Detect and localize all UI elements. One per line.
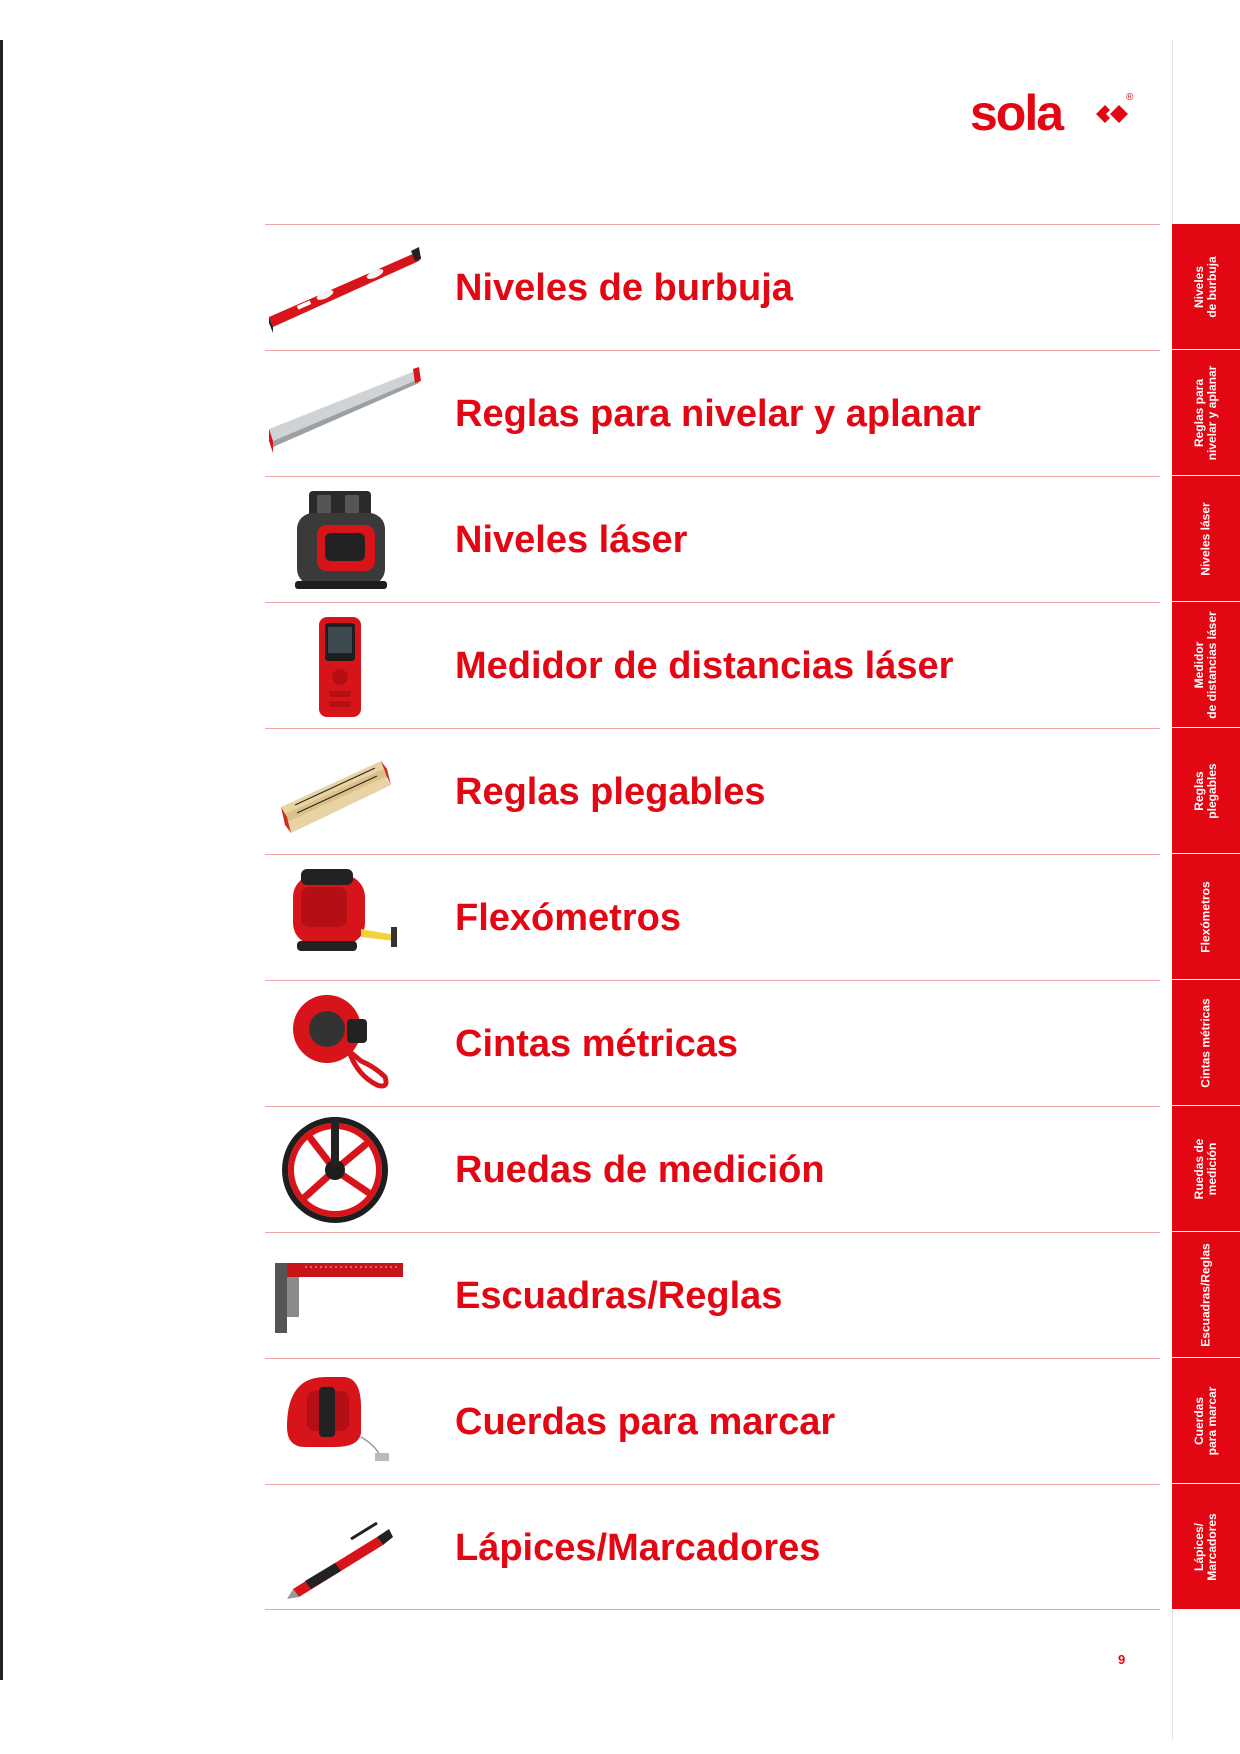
tab-label: Niveles láser: [1198, 501, 1213, 576]
tab-cuerdas-para-marcar[interactable]: [1172, 1358, 1240, 1484]
category-row[interactable]: [265, 1232, 1160, 1358]
category-row[interactable]: [265, 1484, 1160, 1610]
category-title: Lápices/Marcadores: [455, 1527, 821, 1569]
tab-label: Escuadras/Reglas: [1198, 1242, 1213, 1347]
tab-medidor-distancias[interactable]: [1172, 602, 1240, 728]
category-row[interactable]: [265, 1106, 1160, 1232]
page-number: 9: [1118, 1652, 1126, 1667]
tab-ruedas-de-medicion[interactable]: [1172, 1106, 1240, 1232]
folding-rule-icon: [265, 737, 425, 847]
category-title: Reglas plegables: [455, 771, 766, 813]
tab-reglas-plegables[interactable]: [1172, 728, 1240, 854]
tape-measure-icon: [265, 863, 425, 973]
category-row[interactable]: [265, 728, 1160, 854]
tab-reglas-para-nivelar[interactable]: [1172, 350, 1240, 476]
marker-pencil-icon: [265, 1493, 425, 1603]
logo-registered-mark: ®: [1126, 92, 1134, 103]
tab-label: Cintas métricas: [1198, 997, 1213, 1088]
tab-label: Cuerdas para marcar: [1192, 1386, 1219, 1455]
category-row[interactable]: [265, 476, 1160, 602]
tab-label: Lápices/ Marcadores: [1192, 1512, 1219, 1581]
category-title: Niveles de burbuja: [455, 267, 793, 309]
category-list: [265, 224, 1160, 1610]
sola-logo: [970, 85, 1140, 141]
category-row[interactable]: [265, 980, 1160, 1106]
measuring-tape-reel-icon: [265, 989, 425, 1099]
category-title: Niveles láser: [455, 519, 688, 561]
category-row[interactable]: [265, 602, 1160, 728]
chalk-line-icon: [265, 1367, 425, 1477]
category-title: Flexómetros: [455, 897, 681, 939]
tab-lapices-marcadores[interactable]: [1172, 1484, 1240, 1610]
category-title: Escuadras/Reglas: [455, 1275, 783, 1317]
category-title: Medidor de distancias láser: [455, 645, 954, 687]
tab-label: Niveles de burbuja: [1192, 255, 1219, 318]
category-row[interactable]: [265, 1358, 1160, 1484]
side-index-tabs: [1172, 224, 1240, 1610]
tab-flexometros[interactable]: [1172, 854, 1240, 980]
tab-label: Reglas plegables: [1192, 762, 1219, 819]
laser-distance-meter-icon: [265, 611, 425, 721]
tab-niveles-laser[interactable]: [1172, 476, 1240, 602]
laser-level-icon: [265, 485, 425, 595]
square-ruler-icon: [265, 1241, 425, 1351]
measuring-wheel-icon: [265, 1115, 425, 1225]
category-row[interactable]: [265, 350, 1160, 476]
tab-label: Reglas para nivelar y aplanar: [1192, 365, 1219, 460]
tab-label: Ruedas de medición: [1192, 1138, 1219, 1199]
tab-escuadras-reglas[interactable]: [1172, 1232, 1240, 1358]
category-row[interactable]: [265, 224, 1160, 350]
category-row[interactable]: [265, 854, 1160, 980]
left-edge-bar: [0, 40, 3, 1680]
tab-label: Flexómetros: [1198, 880, 1213, 953]
logo-wordmark: sola: [970, 85, 1063, 141]
category-title: Ruedas de medición: [455, 1149, 825, 1191]
spirit-level-icon: [265, 233, 425, 343]
screed-ruler-icon: [265, 359, 425, 469]
tab-label: Medidor de distancias láser: [1192, 610, 1219, 719]
logo-arrow-icon: [1096, 100, 1128, 128]
tab-cintas-metricas[interactable]: [1172, 980, 1240, 1106]
category-title: Cuerdas para marcar: [455, 1401, 836, 1443]
category-title: Cintas métricas: [455, 1023, 739, 1065]
category-title: Reglas para nivelar y aplanar: [455, 393, 981, 435]
tab-niveles-de-burbuja[interactable]: [1172, 224, 1240, 350]
